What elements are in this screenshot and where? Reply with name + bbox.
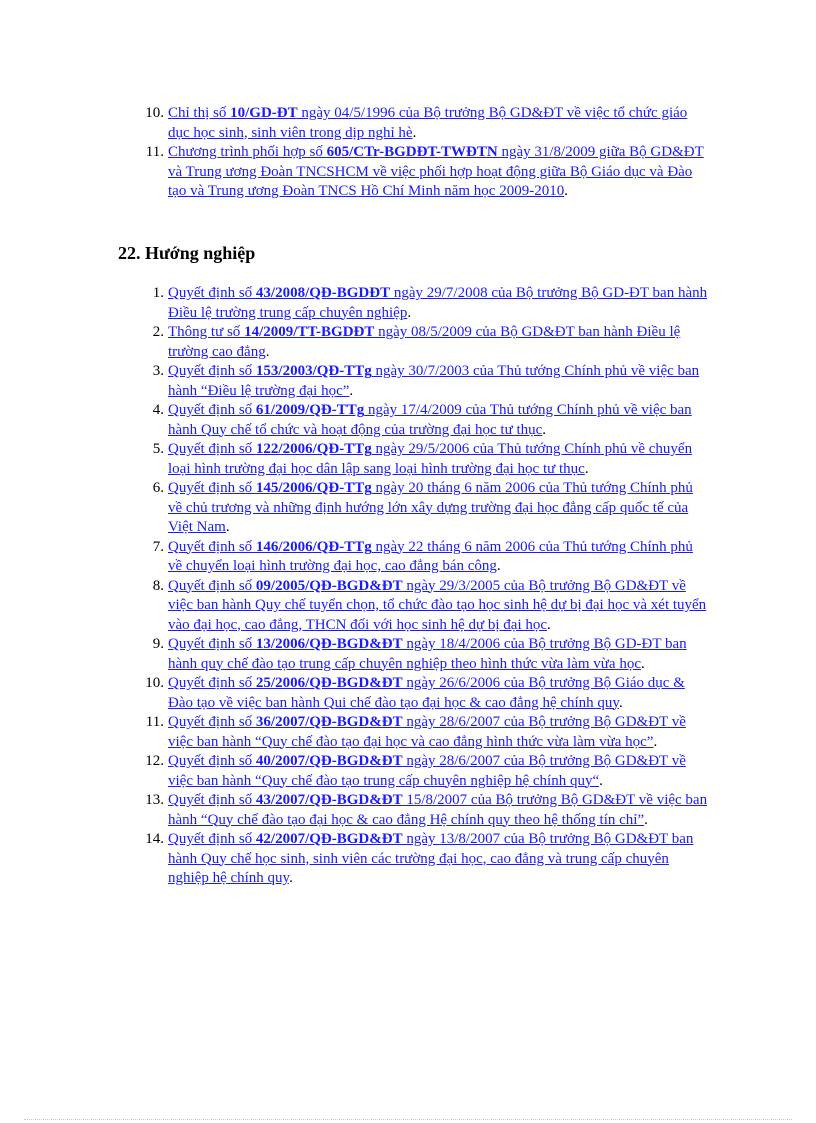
document-code: 605/CTr-BGDĐT-TWĐTN bbox=[326, 144, 498, 160]
list-item-period: . bbox=[265, 343, 270, 360]
list-item bbox=[120, 635, 710, 674]
document-code: 43/2008/QĐ-BGDĐT bbox=[255, 285, 391, 301]
document-link[interactable] bbox=[168, 402, 692, 438]
list-item-period: . bbox=[641, 655, 645, 672]
list-item-number: 8. bbox=[152, 577, 164, 594]
list-item bbox=[120, 323, 710, 362]
list-item-period: . bbox=[644, 811, 648, 828]
list-item-number: 12. bbox=[145, 753, 164, 769]
document-link[interactable] bbox=[168, 578, 706, 633]
page-bottom-divider bbox=[24, 1119, 792, 1120]
document-link[interactable] bbox=[168, 480, 693, 535]
list-item-period: . bbox=[412, 124, 417, 141]
document-code: 43/2007/QĐ-BGD&ĐT bbox=[255, 792, 403, 808]
link-text-description: ngày 30/7/2003 của Thủ tướng Chính phủ về việc ban hành “Điều lệ trường đại học” bbox=[168, 363, 700, 399]
document-list-continued bbox=[120, 104, 710, 202]
link-text-description: ngày 29/7/2008 của Bộ trưởng Bộ GD-ĐT ban hành Điều lệ trường trung cấp chuyên nghiệp bbox=[168, 285, 708, 321]
link-text-prefix: Quyết định số bbox=[168, 538, 256, 555]
document-code: 09/2005/QĐ-BGD&ĐT bbox=[255, 577, 403, 594]
list-item-number: 9. bbox=[152, 636, 164, 652]
document-list-huong-nghiep bbox=[120, 284, 710, 889]
document-link[interactable] bbox=[168, 753, 686, 789]
list-item-number: 11. bbox=[145, 714, 164, 730]
document-code: 145/2006/QĐ-TTg bbox=[255, 480, 372, 496]
link-text-prefix: Quyết định số bbox=[168, 792, 256, 808]
list-item-period: . bbox=[584, 460, 589, 477]
list-item-number: 13. bbox=[145, 792, 164, 808]
list-item-number: 4. bbox=[152, 402, 164, 418]
link-text-description: ngày 31/8/2009 giữa Bộ GD&ĐT và Trung ương Đoàn TNCSHCM về việc phối hợp hoạt động giữa Bộ Giáo dục và Đào tạo và Trung ương Đoàn TNCS Hồ Chí Minh năm học 2009-2010 bbox=[168, 144, 704, 199]
link-text-prefix: Quyết định số bbox=[168, 363, 256, 379]
link-text-description: 15/8/2007 của Bộ trưởng Bộ GD&ĐT về việc ban hành “Quy chế đào tạo đại học & cao đẳng Hệ chính quy theo hệ thống tín chỉ” bbox=[168, 792, 708, 828]
link-text-description: ngày 28/6/2007 của Bộ trưởng Bộ GD&ĐT về việc ban hành “Quy chế đào tạo đại học và cao đẳng hình thức vừa làm vừa học” bbox=[168, 714, 686, 750]
document-code: 10/GD-ĐT bbox=[230, 105, 298, 121]
document-code: 40/2007/QĐ-BGD&ĐT bbox=[255, 753, 403, 769]
list-item bbox=[120, 577, 710, 636]
list-item-number: 3. bbox=[152, 363, 164, 379]
list-item bbox=[120, 713, 710, 752]
document-code: 42/2007/QĐ-BGD&ĐT bbox=[255, 831, 403, 847]
document-code: 25/2006/QĐ-BGD&ĐT bbox=[255, 675, 403, 691]
list-item bbox=[120, 104, 710, 143]
list-item bbox=[120, 674, 710, 713]
link-text-prefix: Chỉ thị số bbox=[168, 105, 231, 121]
list-item-period: . bbox=[599, 772, 603, 789]
link-text-prefix: Quyết định số bbox=[168, 577, 256, 594]
list-item bbox=[120, 143, 710, 202]
link-text-prefix: Chương trình phối hợp số bbox=[168, 144, 327, 160]
document-link[interactable] bbox=[168, 714, 686, 750]
document-link[interactable] bbox=[168, 363, 699, 399]
link-text-description: ngày 29/5/2006 của Thủ tướng Chính phủ về chuyển loại hình trường đại học dân lập sang loại hình trường đại học tư thục bbox=[168, 441, 693, 477]
link-text-prefix: Quyết định số bbox=[168, 402, 256, 418]
list-item-period: . bbox=[618, 694, 623, 711]
document-code: 146/2006/QĐ-TTg bbox=[255, 538, 372, 555]
link-text-description: ngày 22 tháng 6 năm 2006 của Thủ tướng Chính phủ về chuyển loại hình trường đại học, cao đẳng bán công bbox=[168, 538, 693, 574]
document-link[interactable] bbox=[168, 636, 687, 672]
link-text-prefix: Quyết định số bbox=[168, 285, 256, 301]
list-item-period: . bbox=[564, 183, 568, 199]
link-text-prefix: Quyết định số bbox=[168, 636, 256, 652]
list-item-period: . bbox=[542, 421, 547, 438]
document-code: 122/2006/QĐ-TTg bbox=[255, 441, 372, 457]
list-item-period: . bbox=[547, 616, 551, 633]
list-item bbox=[120, 791, 710, 830]
link-text-prefix: Quyết định số bbox=[168, 831, 256, 847]
list-item-number: 7. bbox=[152, 538, 164, 555]
list-item-number: 10. bbox=[145, 675, 164, 691]
list-item-number: 10. bbox=[145, 105, 164, 121]
link-text-description: ngày 26/6/2006 của Bộ trưởng Bộ Giáo dục & Đào tạo về việc ban hành Qui chế đào tạo đại học & cao đẳng hệ chính quy bbox=[168, 675, 685, 711]
link-text-description: ngày 20 tháng 6 năm 2006 của Thủ tướng Chính phủ về chủ trương và những định hướng lớn xây dựng trường đại học đẳng cấp quốc tế của Việt Nam bbox=[168, 480, 693, 535]
list-item-number: 2. bbox=[152, 324, 164, 340]
document-link[interactable] bbox=[168, 285, 707, 321]
document-link[interactable] bbox=[168, 831, 693, 886]
document-code: 36/2007/QĐ-BGD&ĐT bbox=[255, 714, 403, 730]
document-link[interactable] bbox=[168, 792, 707, 828]
document-link[interactable] bbox=[168, 675, 685, 711]
document-link[interactable] bbox=[168, 144, 704, 199]
list-item-period: . bbox=[653, 733, 658, 750]
list-item-number: 6. bbox=[152, 480, 164, 496]
list-item-number: 5. bbox=[152, 441, 164, 457]
link-text-description: ngày 28/6/2007 của Bộ trưởng Bộ GD&ĐT về việc ban hành “Quy chế đào tạo trung cấp chuyên nghiệp hệ chính quy“ bbox=[168, 753, 686, 789]
document-link[interactable] bbox=[168, 441, 692, 477]
list-item bbox=[120, 752, 710, 791]
document-code: 13/2006/QĐ-BGD&ĐT bbox=[255, 636, 403, 652]
list-item bbox=[120, 401, 710, 440]
list-item-number: 11. bbox=[145, 144, 164, 160]
link-text-description: ngày 18/4/2006 của Bộ trưởng Bộ GD-ĐT ban hành quy chế đào tạo trung cấp chuyên nghiệp theo hình thức vừa làm vừa học bbox=[168, 636, 687, 672]
list-item bbox=[120, 479, 710, 538]
link-text-description: ngày 08/5/2009 của Bộ GD&ĐT ban hành Điều lệ trường cao đẳng bbox=[168, 324, 681, 360]
list-item-period: . bbox=[225, 519, 230, 535]
document-link[interactable] bbox=[168, 105, 687, 141]
list-item bbox=[120, 830, 710, 889]
list-item-period: . bbox=[349, 382, 354, 399]
document-code: 14/2009/TT-BGDĐT bbox=[244, 324, 375, 340]
list-item bbox=[120, 284, 710, 323]
list-item-period: . bbox=[289, 870, 293, 886]
list-item-period: . bbox=[496, 558, 501, 574]
document-link[interactable] bbox=[168, 539, 693, 575]
link-text-description: ngày 13/8/2007 của Bộ trưởng Bộ GD&ĐT ban hành Quy chế học sinh, sinh viên các trường đại học, cao đẳng và trung cấp chuyên nghiệp hệ chính quy bbox=[168, 831, 694, 886]
list-item-number: 1. bbox=[152, 285, 164, 301]
document-code: 61/2009/QĐ-TTg bbox=[255, 402, 365, 418]
link-text-prefix: Quyết định số bbox=[168, 753, 256, 769]
list-item-number: 14. bbox=[145, 831, 164, 847]
document-code: 153/2003/QĐ-TTg bbox=[255, 363, 372, 379]
link-text-description: ngày 17/4/2009 của Thủ tướng Chính phủ về việc ban hành Quy chế tổ chức và hoạt động của trường đại học tư thục bbox=[168, 402, 692, 438]
link-text-prefix: Quyết định số bbox=[168, 441, 256, 457]
list-item bbox=[120, 362, 710, 401]
link-text-prefix: Quyết định số bbox=[168, 675, 256, 691]
document-link[interactable] bbox=[168, 324, 680, 360]
list-item bbox=[120, 538, 710, 577]
link-text-description: ngày 04/5/1996 của Bộ trưởng Bộ GD&ĐT về việc tổ chức giáo dục học sinh, sinh viên trong dịp nghỉ hè bbox=[168, 105, 688, 141]
link-text-description: ngày 29/3/2005 của Bộ trưởng Bộ GD&ĐT về việc ban hành Quy chế tuyển chọn, tổ chức đào tạo học sinh hệ dự bị đại học và xét tuyển vào đại học, cao đẳng, THCN đối với học sinh hệ dự bị đại học bbox=[168, 577, 707, 633]
link-text-prefix: Quyết định số bbox=[168, 480, 256, 496]
link-text-prefix: Quyết định số bbox=[168, 714, 256, 730]
list-item bbox=[120, 440, 710, 479]
list-item-period: . bbox=[407, 304, 412, 321]
section-heading: 22. Hướng nghiệp bbox=[118, 243, 256, 263]
link-text-prefix: Thông tư số bbox=[168, 324, 245, 340]
